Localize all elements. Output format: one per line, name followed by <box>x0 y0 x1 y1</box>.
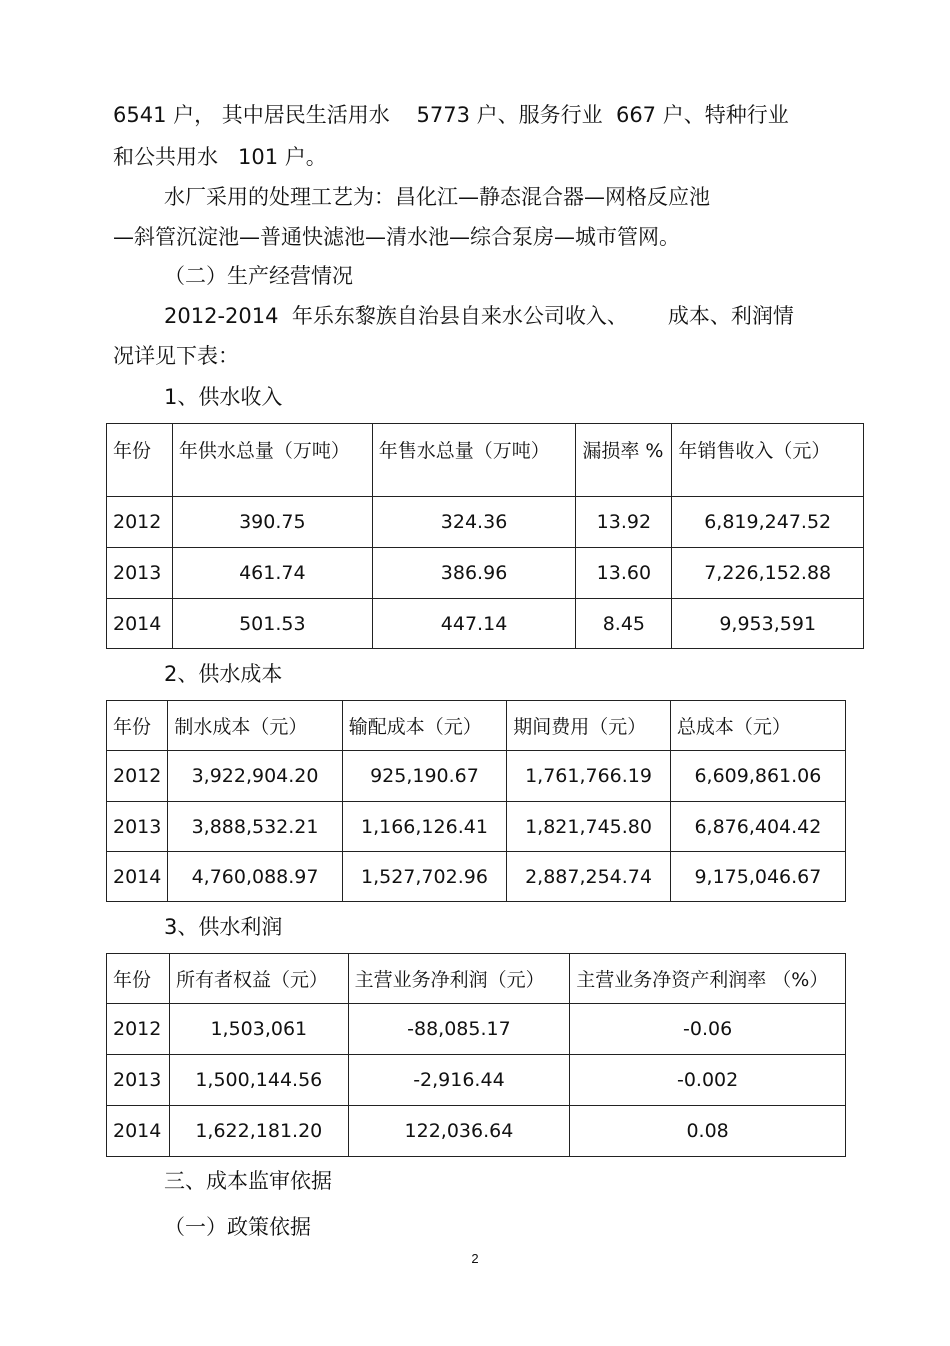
table-cell: 1,500,144.56 <box>169 1055 348 1106</box>
table-row <box>107 497 864 548</box>
table-cell: 6,819,247.52 <box>672 497 864 548</box>
table-cell: 0.08 <box>570 1106 846 1157</box>
table-row <box>107 852 846 902</box>
table-cell: 2012 <box>107 1004 170 1055</box>
header-cell: 所有者权益（元） <box>169 954 348 1004</box>
header-cell: 输配成本（元） <box>342 701 507 751</box>
table-cell: 925,190.67 <box>342 751 507 802</box>
table-cell: 3,888,532.21 <box>168 802 342 852</box>
table-cell: 1,503,061 <box>169 1004 348 1055</box>
paragraph-summary-line2: 况详见下表： <box>113 344 239 368</box>
table-cell: -0.002 <box>570 1055 846 1106</box>
table-cell: 2014 <box>107 852 168 902</box>
paragraph-summary-line1: 2012-2014 年乐东黎族自治县自来水公司收入、 成本、利润情 <box>164 304 794 328</box>
table-heading-income: 1、供水收入 <box>164 385 283 409</box>
profit-table <box>106 953 846 1157</box>
header-cell: 年供水总量（万吨） <box>172 424 372 497</box>
header-cell: 年份 <box>107 701 168 751</box>
table-cell: 2014 <box>107 599 173 649</box>
header-cell: 制水成本（元） <box>168 701 342 751</box>
cost-table <box>106 700 846 902</box>
table-cell: 390.75 <box>172 497 372 548</box>
table-cell: 2013 <box>107 548 173 599</box>
section-heading-operations: （二）生产经营情况 <box>164 264 353 288</box>
table-cell: 2012 <box>107 497 173 548</box>
table-cell: 9,953,591 <box>672 599 864 649</box>
table-cell: -2,916.44 <box>348 1055 570 1106</box>
table-cell: 1,622,181.20 <box>169 1106 348 1157</box>
header-cell: 主营业务净资产利润率 （%） <box>570 954 846 1004</box>
table-heading-cost: 2、供水成本 <box>164 662 283 686</box>
table-cell: 2,887,254.74 <box>507 852 671 902</box>
table-cell: 1,821,745.80 <box>507 802 671 852</box>
page-number: 2 <box>471 1251 479 1266</box>
table-cell: 122,036.64 <box>348 1106 570 1157</box>
table-cell: 447.14 <box>372 599 576 649</box>
table-row <box>107 802 846 852</box>
table-cell: 2014 <box>107 1106 170 1157</box>
table-cell: 461.74 <box>172 548 372 599</box>
table-heading-profit: 3、供水利润 <box>164 915 283 939</box>
table-cell: 2013 <box>107 1055 170 1106</box>
table-cell: 4,760,088.97 <box>168 852 342 902</box>
table-row <box>107 548 864 599</box>
paragraph-households-line2: 和公共用水 101 户。 <box>113 145 327 169</box>
income-table <box>106 423 864 649</box>
table-row <box>107 751 846 802</box>
table-cell: 9,175,046.67 <box>670 852 845 902</box>
table-cell: -88,085.17 <box>348 1004 570 1055</box>
table-cell: 7,226,152.88 <box>672 548 864 599</box>
table-cell: 6,876,404.42 <box>670 802 845 852</box>
table-cell: -0.06 <box>570 1004 846 1055</box>
table-cell: 8.45 <box>576 599 672 649</box>
table-header-row <box>107 701 846 751</box>
header-cell: 期间费用（元） <box>507 701 671 751</box>
table-cell: 324.36 <box>372 497 576 548</box>
header-cell: 主营业务净利润（元） <box>348 954 570 1004</box>
table-cell: 13.92 <box>576 497 672 548</box>
header-cell: 年销售收入（元） <box>672 424 864 497</box>
table-cell: 1,166,126.41 <box>342 802 507 852</box>
paragraph-process-line1: 水厂采用的处理工艺为：昌化江—静态混合器—网格反应池 <box>164 185 710 209</box>
header-cell: 年份 <box>107 954 170 1004</box>
table-header-row <box>107 424 864 497</box>
table-cell: 2013 <box>107 802 168 852</box>
section-heading-cost-audit-basis: 三、成本监审依据 <box>164 1169 332 1193</box>
header-cell: 年份 <box>107 424 173 497</box>
table-cell: 6,609,861.06 <box>670 751 845 802</box>
table-cell: 386.96 <box>372 548 576 599</box>
table-header-row <box>107 954 846 1004</box>
header-cell: 总成本（元） <box>670 701 845 751</box>
table-cell: 13.60 <box>576 548 672 599</box>
table-row <box>107 599 864 649</box>
paragraph-process-line2: —斜管沉淀池—普通快滤池—清水池—综合泵房—城市管网。 <box>113 225 680 249</box>
table-cell: 1,761,766.19 <box>507 751 671 802</box>
section-heading-policy-basis: （一）政策依据 <box>164 1215 311 1239</box>
header-cell: 漏损率 % <box>576 424 672 497</box>
table-row <box>107 1055 846 1106</box>
table-row <box>107 1004 846 1055</box>
table-cell: 2012 <box>107 751 168 802</box>
table-cell: 1,527,702.96 <box>342 852 507 902</box>
table-cell: 501.53 <box>172 599 372 649</box>
table-row <box>107 1106 846 1157</box>
paragraph-households-line1: 6541 户， 其中居民生活用水 5773 户、服务行业 667 户、特种行业 <box>113 103 789 127</box>
header-cell: 年售水总量（万吨） <box>372 424 576 497</box>
table-cell: 3,922,904.20 <box>168 751 342 802</box>
